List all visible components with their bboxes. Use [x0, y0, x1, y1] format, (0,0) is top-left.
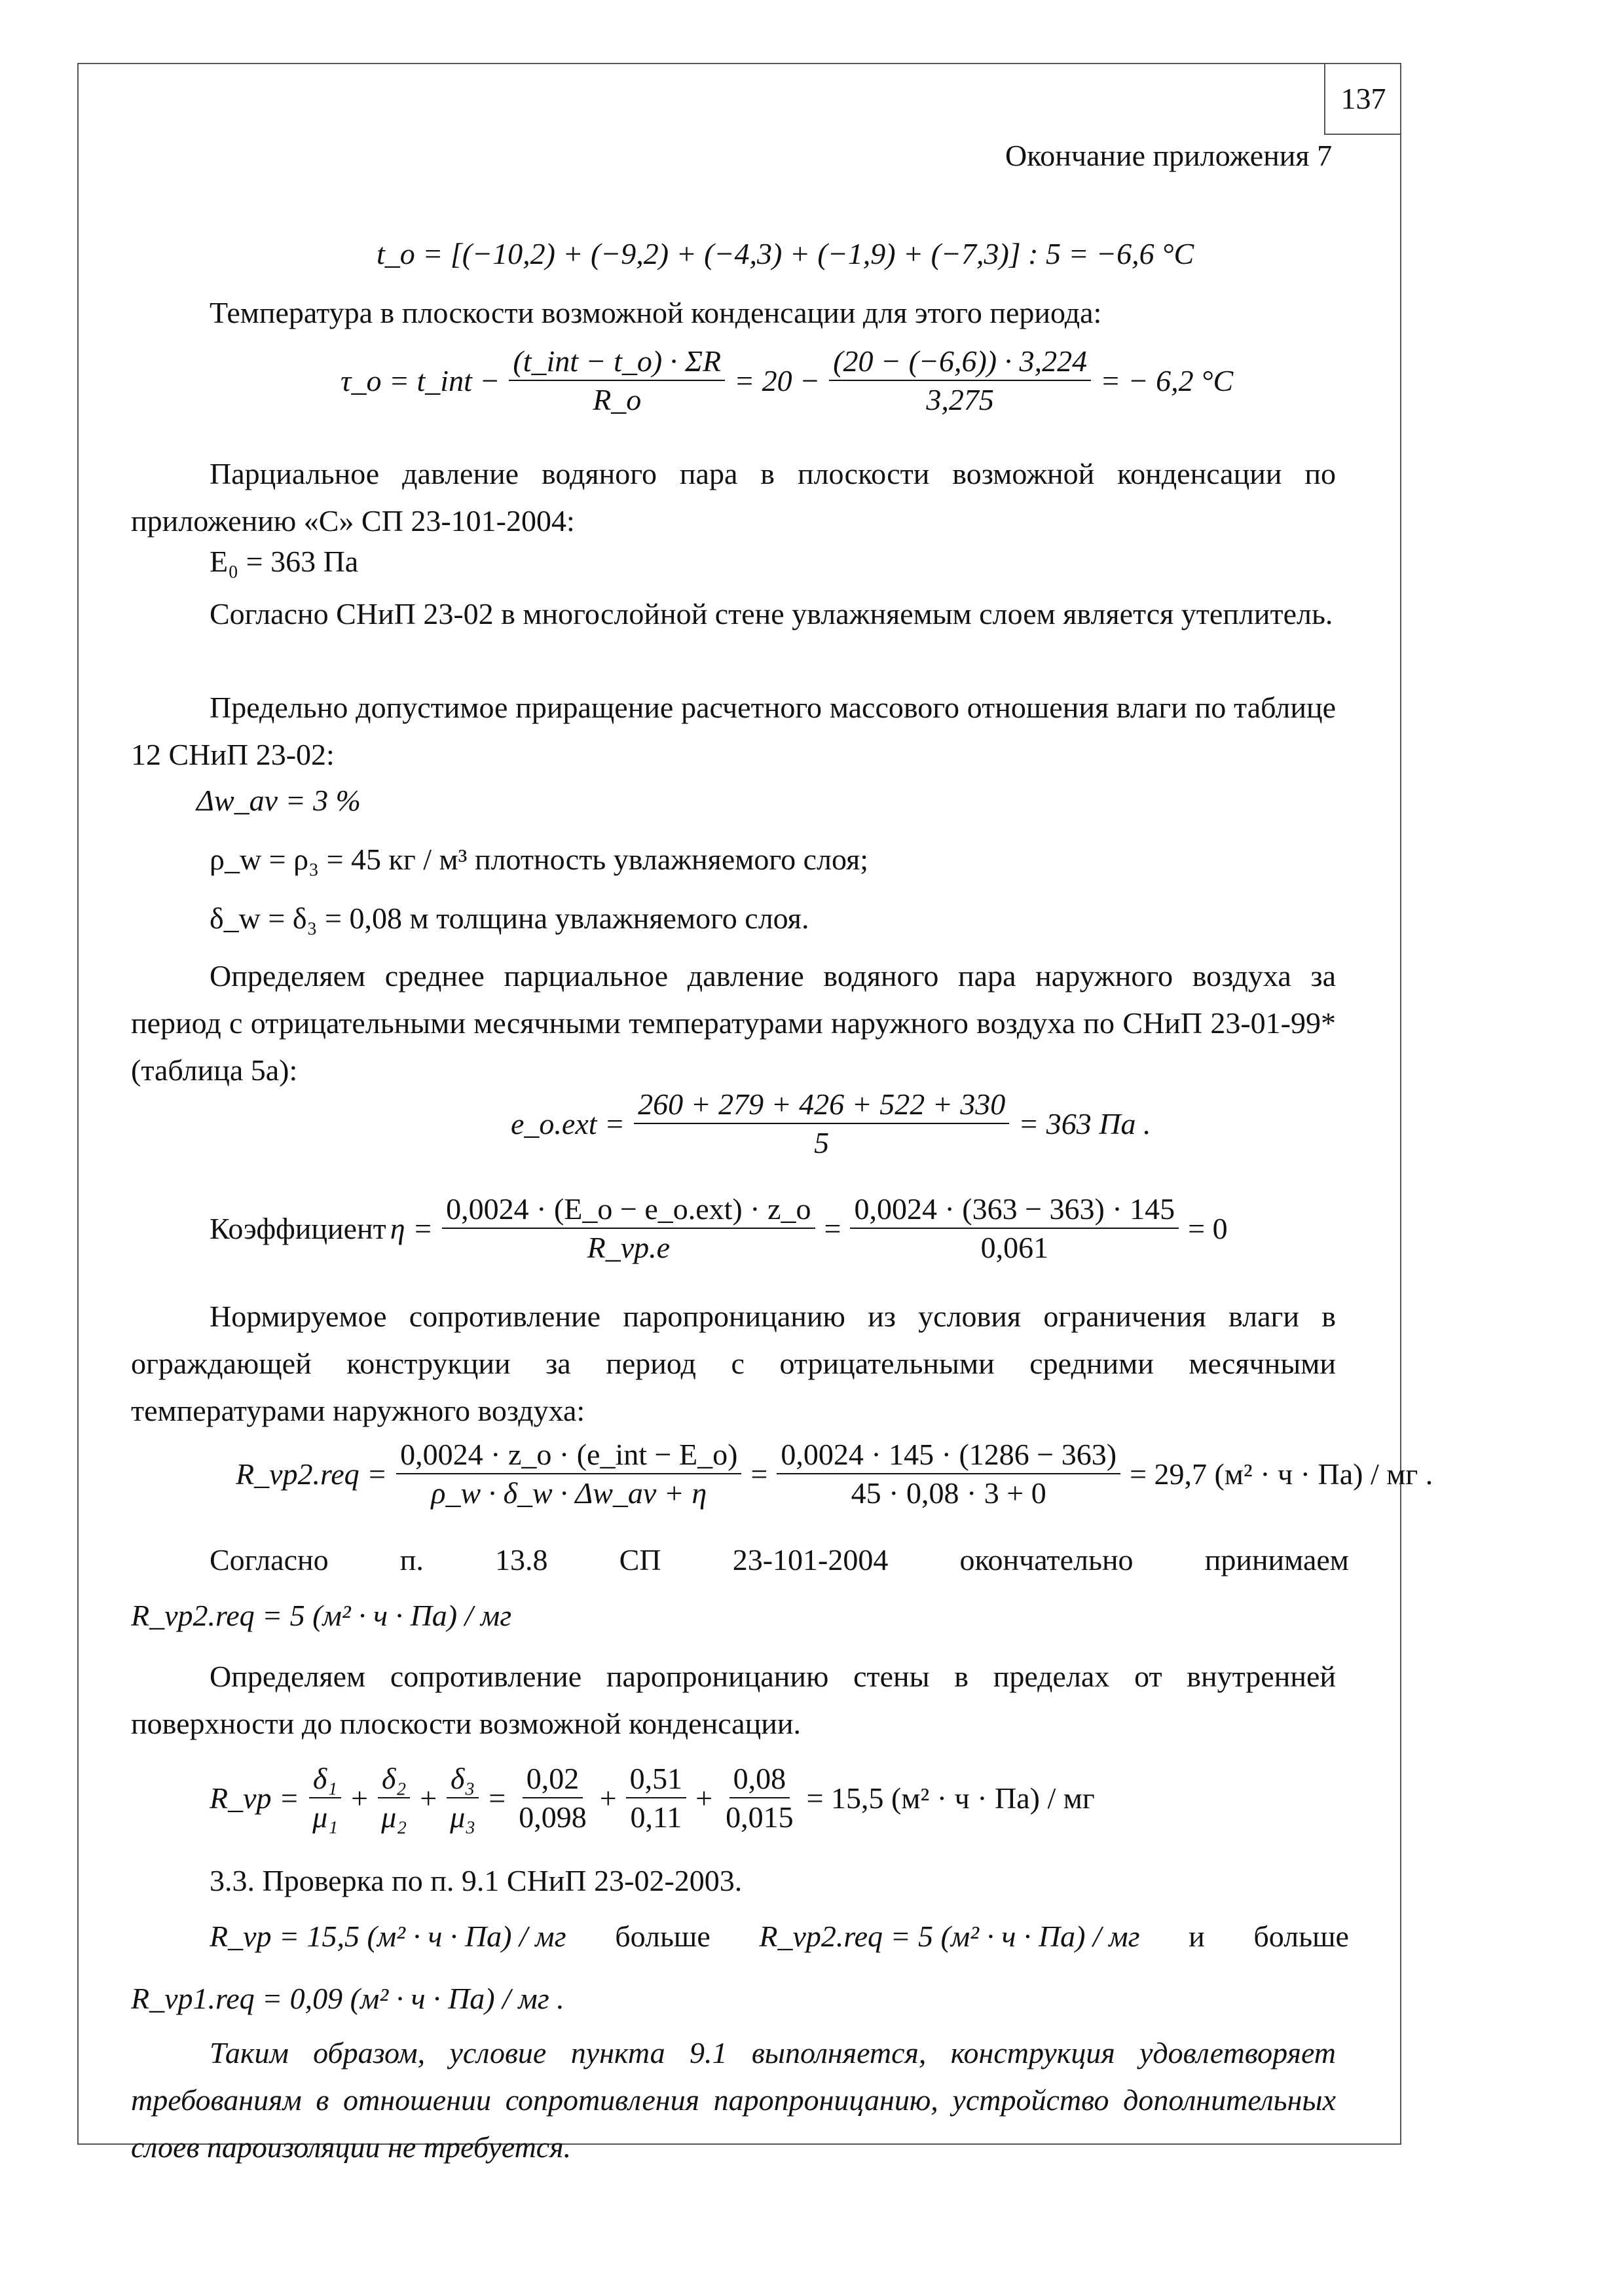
- accept-word: окончательно: [959, 1543, 1134, 1576]
- eq-rvp-v2n: 0,51: [626, 1761, 687, 1798]
- eq-tau-rhs: = − 6,2 °C: [1100, 363, 1234, 397]
- check-c: R_vp1.req = 0,09 (м² · ч · Па) / мг .: [131, 1982, 564, 2015]
- eq-tau-den2: 3,275: [926, 383, 994, 416]
- eo-value: E₀ = 363 Па: [210, 545, 359, 578]
- eq-rvp: R_vp = $\frac{\text{δ₁}}{\text{μ₁}}$ + $\frac{\text{δ₂}}{\text{μ₂}}$ + $\frac{\text{δ₃}}{\text{μ₃}}$ = $\frac{0,02}{0,098}$ + $\frac{0,51}{0,11}$ + $\frac{0,08}{0,015}$ = 15,5 (м² · ч · Па) / мг: [210, 1762, 1095, 1834]
- p-mean: Определяем среднее парциальное давление водяного пара наружного воздуха за период с отрицательными месячными температурами наружного воздуха по СНиП 23-01-99* (таблица 5а):: [131, 959, 1336, 1087]
- eq-rvp-v3n: 0,08: [729, 1761, 790, 1798]
- p-accept: [210, 1542, 1349, 1578]
- eq-rvp-f1d: μ₁: [312, 1800, 339, 1834]
- eq-to: t_o = [(−10,2) + (−9,2) + (−4,3) + (−1,9) + (−7,3)] : 5 = −6,6 °C: [377, 237, 1194, 270]
- accept-word: принимаем: [1204, 1543, 1349, 1576]
- accept-word: 13.8: [495, 1543, 548, 1576]
- eq-rvp-f3n: δ₃: [447, 1761, 479, 1798]
- check-more2: больше: [1253, 1920, 1349, 1953]
- eq-eta-label: Коэффициент: [210, 1211, 386, 1245]
- eq-eo-den: 5: [814, 1126, 830, 1159]
- eq-rvp-rhs: = 15,5 (м² · ч · Па) / мг: [806, 1781, 1095, 1815]
- eq-rvp2-rhs: = 29,7 (м² · ч · Па) / мг .: [1130, 1457, 1433, 1491]
- rho-value: ρ_w = ρ₃ = 45 кг / м³ плотность увлажняемого слоя;: [210, 843, 869, 876]
- eq-rvp-v1d: 0,098: [519, 1800, 587, 1834]
- p-temp: Температура в плоскости возможной конденсации для этого периода:: [210, 296, 1102, 329]
- eq-rvp2: [236, 1437, 1433, 1510]
- eq-tau-den1: R_o: [593, 383, 642, 416]
- eq-rvp-v3d: 0,015: [726, 1800, 794, 1834]
- eq-rvp-f1n: δ₁: [309, 1761, 341, 1798]
- section-heading: 3.3. Проверка по п. 9.1 СНиП 23-02-2003.: [210, 1864, 743, 1897]
- eq-eta-rhs: = 0: [1188, 1211, 1228, 1245]
- eq-eta-num1: 0,0024 · (E_o − e_o.ext) · z_o: [442, 1192, 815, 1229]
- p-limit: Предельно допустимое приращение расчетного массового отношения влаги по таблице 12 СНиП 23-02:: [131, 691, 1336, 771]
- p-define: Определяем сопротивление паропроницанию стены в пределах от внутренней поверхности до плоскости возможной конденсации.: [131, 1660, 1336, 1740]
- eq-rvp2-num2: 0,0024 · 145 · (1286 − 363): [777, 1437, 1120, 1474]
- eq-eo-rhs: = 363 Па .: [1018, 1106, 1151, 1140]
- eq-tau-num2: (20 − (−6,6)) · 3,224: [829, 344, 1091, 381]
- eq-rvp2-den1: ρ_w · δ_w · Δw_av + η: [431, 1476, 707, 1510]
- eq-tau: [341, 344, 1233, 417]
- eq-eta-num2: 0,0024 · (363 − 363) · 145: [850, 1192, 1179, 1229]
- p-snip: Согласно СНиП 23-02 в многослойной стене увлажняемым слоем является утеплитель.: [210, 597, 1333, 630]
- eq-tau-lhs: τ_o = t_int −: [341, 363, 500, 397]
- eq-eo-lhs: e_o.ext =: [511, 1106, 625, 1140]
- conclusion: Таким образом, условие пункта 9.1 выполняется, конструкция удовлетворяет требованиям в отношении сопротивления паропроницанию, устройство дополнительных слоев пароизоляции не требуется.: [131, 2036, 1336, 2164]
- eq-eta-den2: 0,061: [980, 1231, 1049, 1264]
- dw-value: Δw_av = 3 %: [196, 784, 361, 817]
- eq-rvp-f2n: δ₂: [378, 1761, 410, 1798]
- p-norm: Нормируемое сопротивление паропроницанию из условия ограничения влаги в ограждающей конструкции за период с отрицательными средними месячными температурами наружного воздуха:: [131, 1300, 1336, 1427]
- header-note: Окончание приложения 7: [1005, 139, 1333, 172]
- eq-rvp-v1n: 0,02: [523, 1761, 583, 1798]
- eq-eta: [210, 1192, 1228, 1265]
- check-line: [210, 1918, 1349, 1954]
- eq-rvp-lhs: R_vp =: [210, 1781, 300, 1815]
- eq-rvp2-num1: 0,0024 · z_o · (e_int − E_o): [396, 1437, 741, 1474]
- check-b: R_vp2.req = 5 (м² · ч · Па) / мг: [759, 1920, 1140, 1953]
- accept-value: R_vp2.req = 5 (м² · ч · Па) / мг: [131, 1599, 512, 1632]
- eq-rvp2-lhs: R_vp2.req =: [236, 1457, 388, 1491]
- eq-tau-mid: = 20 −: [734, 363, 821, 397]
- delta-value: δ_w = δ₃ = 0,08 м толщина увлажняемого слоя.: [210, 902, 809, 935]
- eq-eta-den1: R_vp.e: [587, 1231, 671, 1264]
- accept-word: п.: [399, 1543, 424, 1576]
- eq-eta-mid: =: [824, 1211, 841, 1245]
- eq-eta-lhs: η =: [390, 1211, 434, 1245]
- eq-rvp2-den2: 45 · 0,08 · 3 + 0: [851, 1476, 1046, 1510]
- check-more1: больше: [615, 1920, 710, 1953]
- eq-rvp-f2d: μ₂: [381, 1800, 407, 1834]
- eq-rvp-f3d: μ₃: [450, 1800, 476, 1834]
- check-a: R_vp = 15,5 (м² · ч · Па) / мг: [210, 1920, 566, 1953]
- accept-word: СП: [619, 1543, 661, 1576]
- eq-tau-num1: (t_int − t_o) · ΣR: [509, 344, 725, 381]
- eq-rvp-v2d: 0,11: [630, 1800, 682, 1834]
- eq-rvp2-mid: =: [750, 1457, 768, 1491]
- eq-eo: [511, 1087, 1151, 1160]
- accept-word: 23-101-2004: [732, 1543, 889, 1576]
- p-partial: Парциальное давление водяного пара в плоскости возможной конденсации по приложению «С» СП 23-101-2004:: [131, 457, 1336, 538]
- check-and: и: [1189, 1920, 1205, 1953]
- accept-word: Согласно: [210, 1543, 329, 1576]
- page-number: 137: [1324, 63, 1401, 135]
- eq-eo-num: 260 + 279 + 426 + 522 + 330: [634, 1087, 1009, 1124]
